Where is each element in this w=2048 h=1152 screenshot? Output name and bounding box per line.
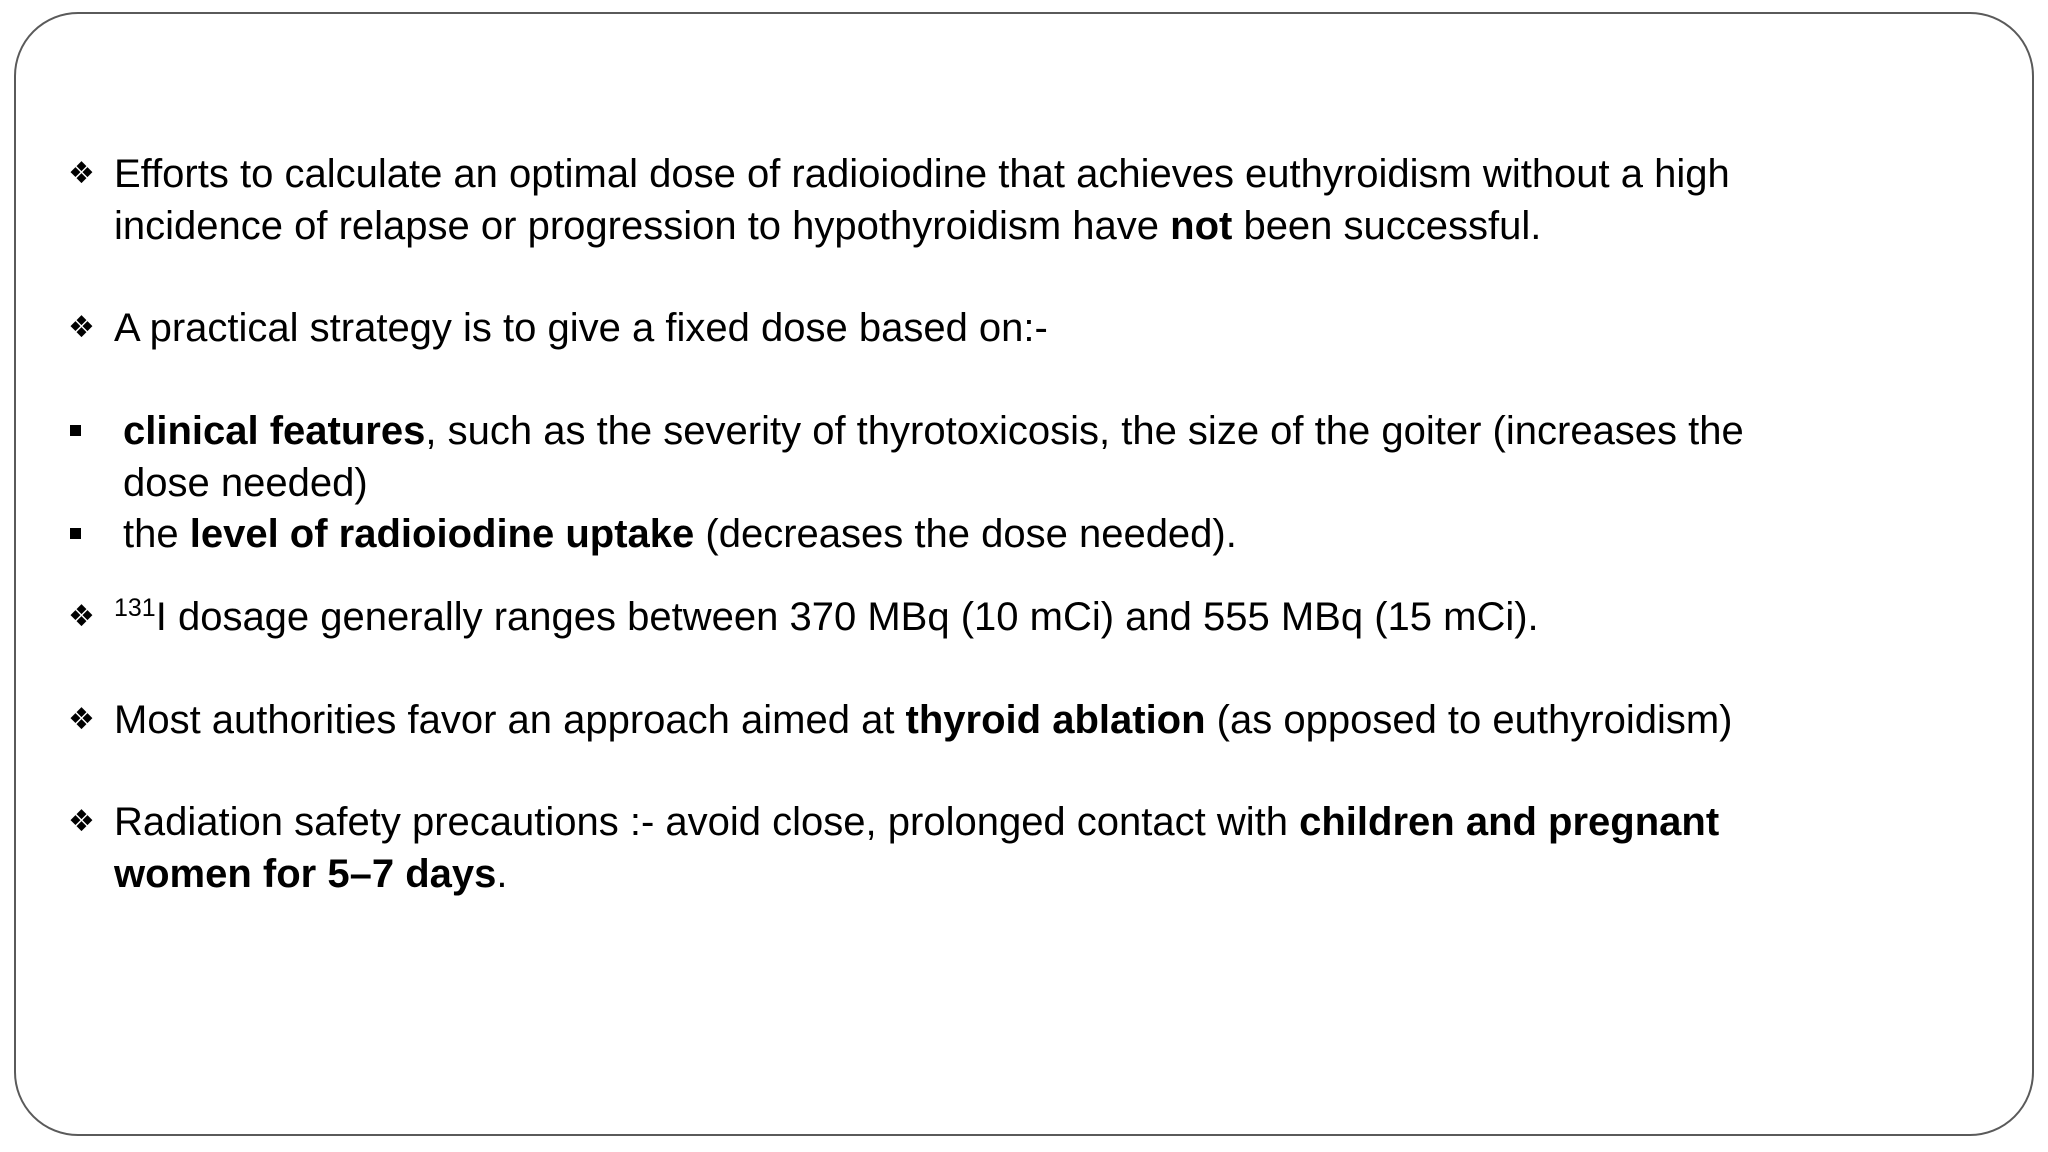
bullet-authorities xyxy=(114,696,1732,744)
diamond-bullet-icon: ❖ xyxy=(68,804,95,839)
bullet-authorities-text-end: (as opposed to euthyroidism) xyxy=(1205,698,1733,742)
square-bullet-icon xyxy=(70,425,81,436)
subbullet-uptake xyxy=(123,510,1237,558)
bullet-efforts-emphasis: not xyxy=(1170,204,1233,248)
bullet-authorities-text: Most authorities favor an approach aimed at xyxy=(114,698,906,742)
diamond-bullet-icon: ❖ xyxy=(68,156,95,191)
bullet-efforts-line1 xyxy=(114,150,1730,198)
subbullet-clinical-line1 xyxy=(123,407,1744,455)
bullet-safety-line1 xyxy=(114,798,1719,846)
bullet-safety-line2 xyxy=(114,850,508,898)
diamond-bullet-icon: ❖ xyxy=(68,310,95,345)
diamond-bullet-icon: ❖ xyxy=(68,599,95,634)
bullet-dosage xyxy=(114,593,1539,641)
subbullet-clinical-line2 xyxy=(123,459,368,507)
bullet-efforts-text: Efforts to calculate an optimal dose of radioiodine that achieves euthyroidism without a high xyxy=(114,152,1730,196)
subbullet-clinical-emphasis: clinical features xyxy=(123,409,426,453)
bullet-safety-emphasis: children and pregnant xyxy=(1299,800,1720,844)
bullet-dosage-text: I dosage generally ranges between 370 MBq (10 mCi) and 555 MBq (15 mCi). xyxy=(155,595,1539,639)
subbullet-uptake-emphasis: level of radioiodine uptake xyxy=(189,512,695,556)
subbullet-clinical-text: , such as the severity of thyrotoxicosis, the size of the goiter (increases the xyxy=(425,409,1744,453)
bullet-safety-emphasis-cont: women for 5–7 days xyxy=(114,852,497,896)
bullet-efforts-text-end: been successful. xyxy=(1232,204,1542,248)
isotope-superscript: 131 xyxy=(114,594,156,622)
bullet-strategy-text: A practical strategy is to give a fixed dose based on:- xyxy=(114,306,1048,350)
subbullet-clinical-text-cont: dose needed) xyxy=(123,461,368,505)
bullet-safety-text-end: . xyxy=(496,852,508,896)
diamond-bullet-icon: ❖ xyxy=(68,702,95,737)
bullet-efforts-text-cont: incidence of relapse or progression to hypothyroidism have xyxy=(114,204,1171,248)
subbullet-uptake-text-end: (decreases the dose needed). xyxy=(694,512,1237,556)
subbullet-uptake-text: the xyxy=(123,512,190,556)
bullet-efforts-line2 xyxy=(114,202,1541,250)
bullet-strategy xyxy=(114,304,1048,352)
bullet-safety-text: Radiation safety precautions :- avoid close, prolonged contact with xyxy=(114,800,1300,844)
bullet-authorities-emphasis: thyroid ablation xyxy=(905,698,1206,742)
square-bullet-icon xyxy=(70,528,81,539)
